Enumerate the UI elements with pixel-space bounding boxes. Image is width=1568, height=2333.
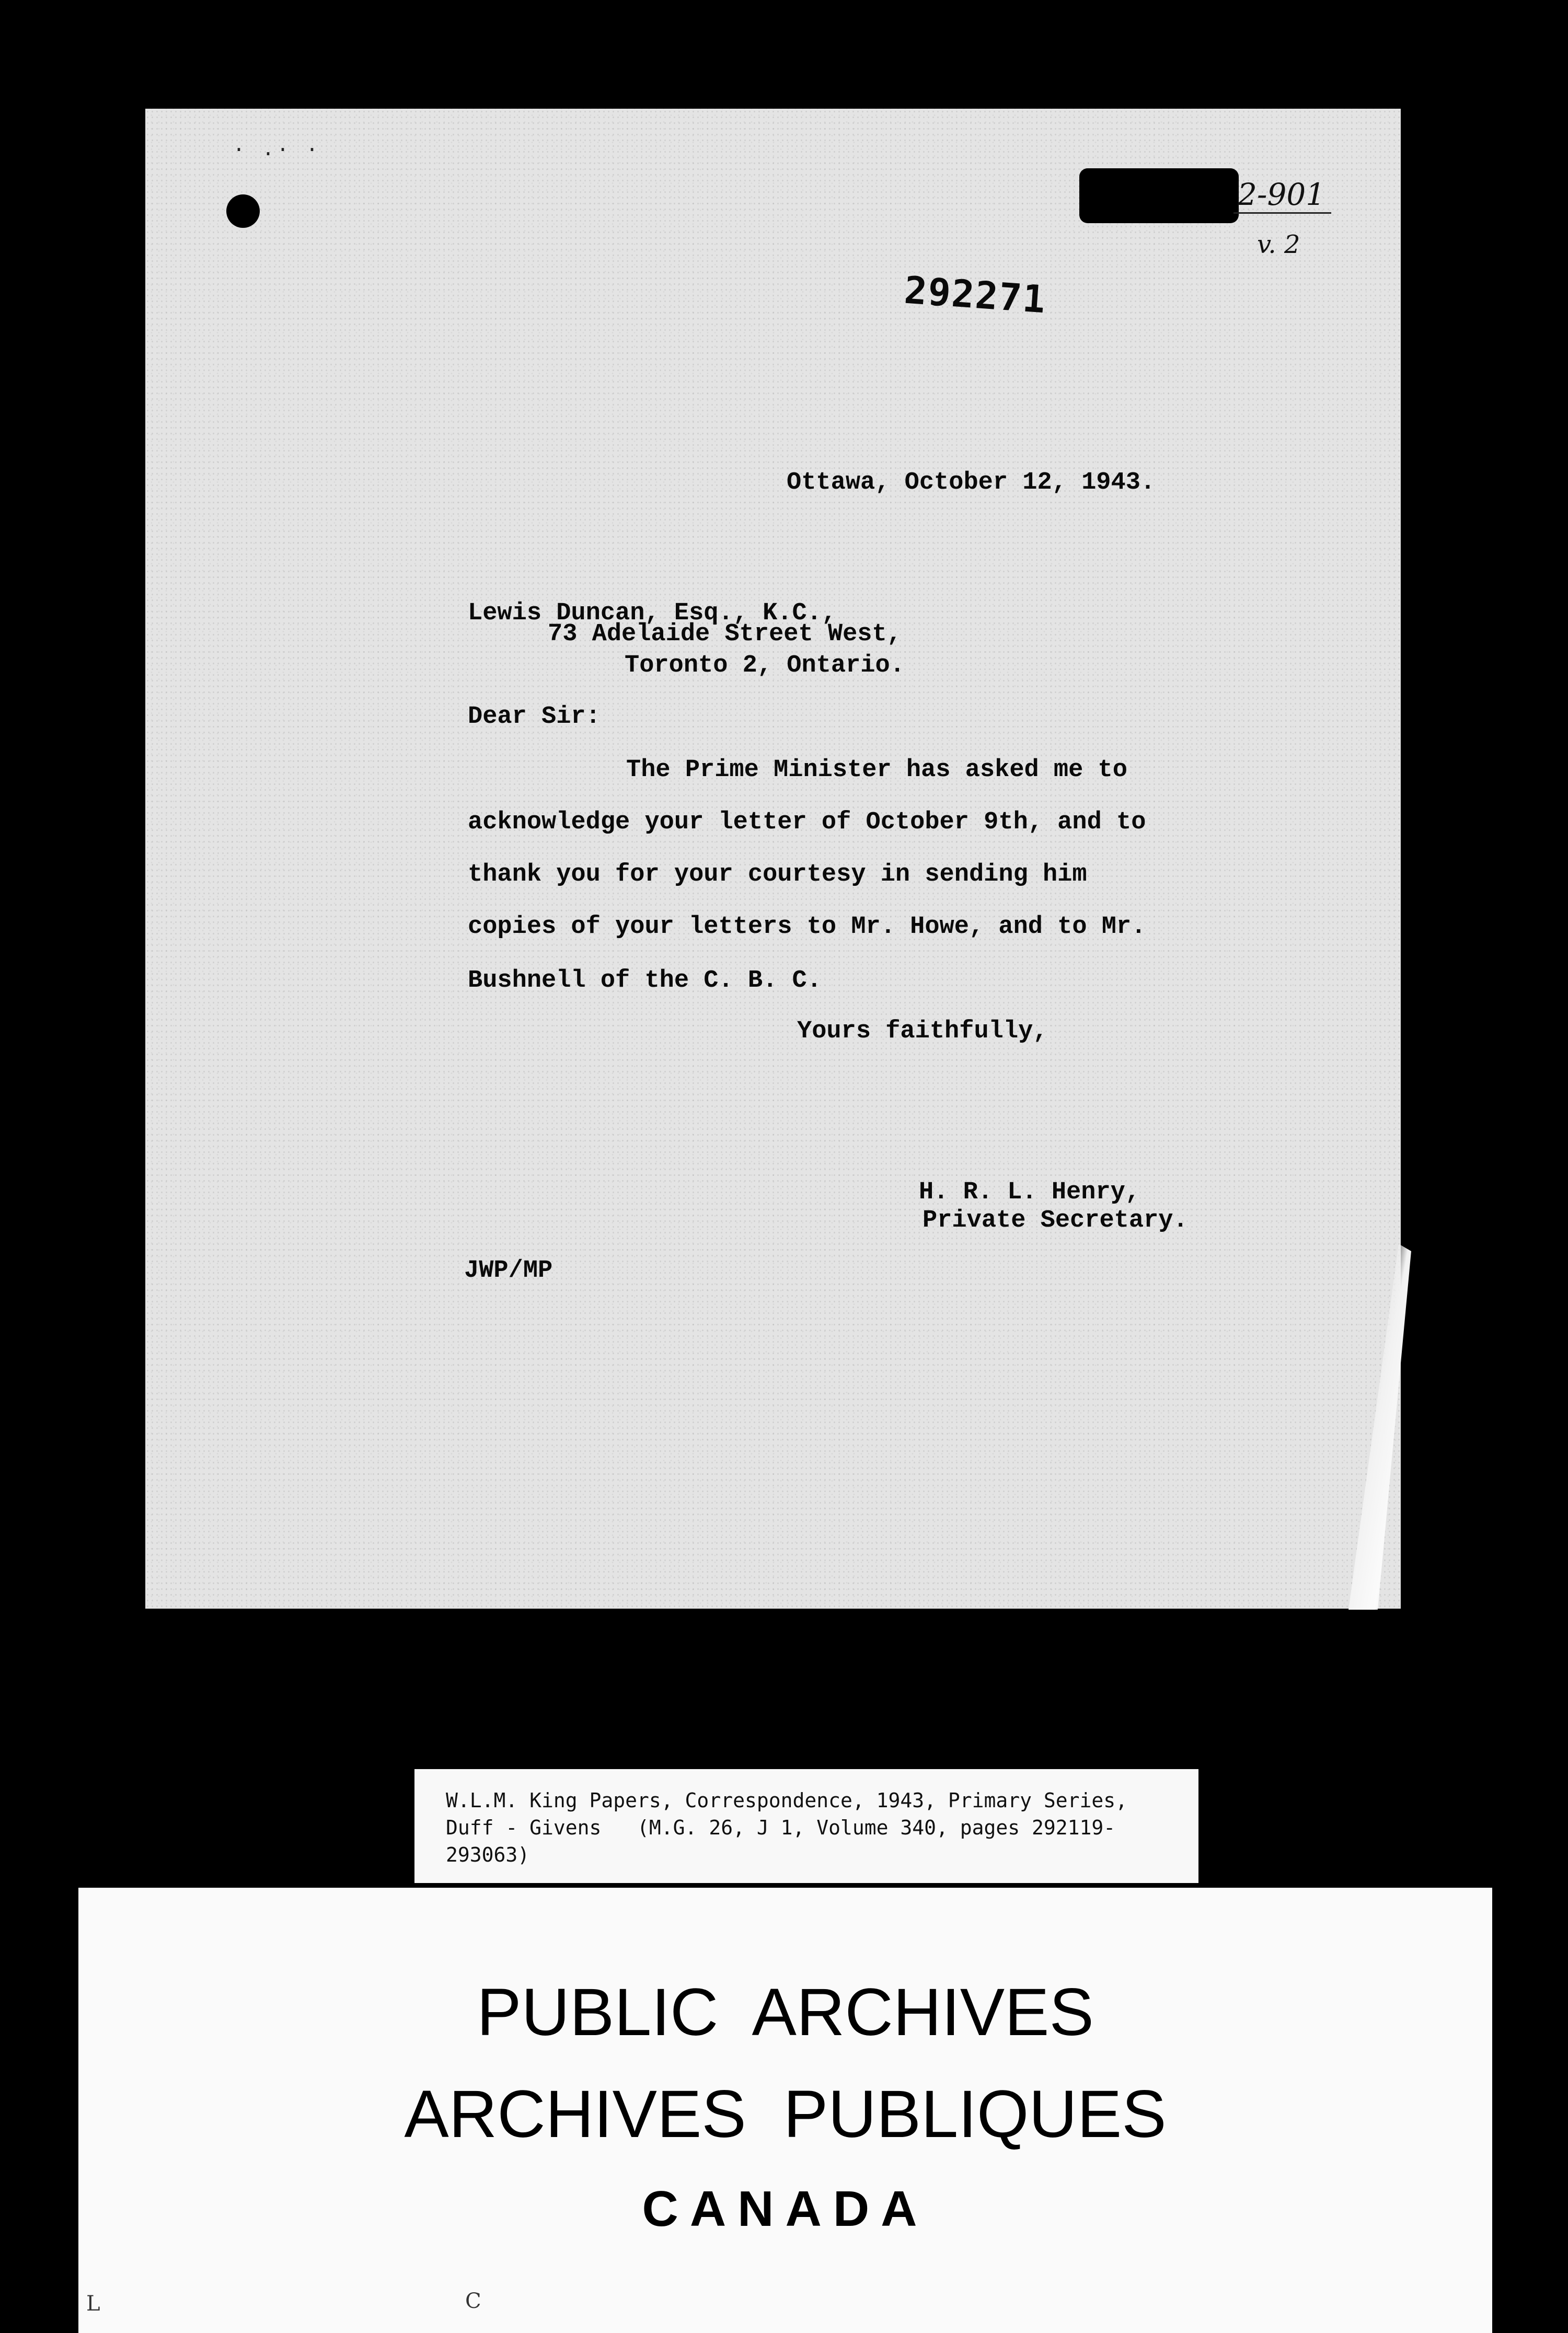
- stamp-line-canada: CANADA: [642, 2181, 929, 2237]
- document-number: 292271: [903, 268, 1048, 322]
- date-line: Ottawa, October 12, 1943.: [787, 469, 1156, 496]
- reference-code: 2-901: [1233, 177, 1331, 214]
- edge-mark-middle: C: [465, 2289, 481, 2313]
- addressee-name: Lewis Duncan, Esq., K.C.,: [468, 599, 837, 627]
- citation-label: [414, 1769, 1198, 1883]
- stamp-line-public-archives: PUBLIC ARCHIVES: [477, 1975, 1094, 2050]
- closing: Yours faithfully,: [797, 1018, 1048, 1045]
- redaction-block: [1079, 168, 1239, 223]
- body-line-3: thank you for your courtesy in sending him: [468, 861, 1087, 888]
- body-line-5: Bushnell of the C. B. C.: [468, 967, 822, 995]
- addressee-street: 73 Adelaide Street West,: [548, 620, 902, 648]
- salutation: Dear Sir:: [468, 703, 601, 731]
- archive-stamp: [78, 1888, 1492, 2333]
- letter-sheet: [145, 109, 1401, 1609]
- citation-line-2: Duff - Givens (M.G. 26, J 1, Volume 340, pages 292119-: [446, 1816, 1116, 1839]
- signature-name: H. R. L. Henry,: [919, 1179, 1140, 1206]
- reference-volume: v. 2: [1257, 230, 1300, 259]
- typist-initials: JWP/MP: [464, 1257, 553, 1285]
- stamp-line-archives-publiques: ARCHIVES PUBLIQUES: [404, 2077, 1167, 2152]
- citation-line-3: 293063): [446, 1843, 530, 1866]
- top-marks: · .· ·: [233, 138, 321, 162]
- addressee-city: Toronto 2, Ontario.: [625, 652, 905, 679]
- body-line-4: copies of your letters to Mr. Howe, and to Mr.: [468, 913, 1146, 941]
- body-line-2: acknowledge your letter of October 9th, and to: [468, 809, 1146, 836]
- edge-mark-left: L: [86, 2292, 100, 2316]
- citation-line-1: W.L.M. King Papers, Correspondence, 1943, Primary Series,: [446, 1789, 1128, 1812]
- body-line-1: The Prime Minister has asked me to: [626, 756, 1127, 784]
- punch-hole: [226, 194, 260, 228]
- signature-title: Private Secretary.: [923, 1207, 1188, 1234]
